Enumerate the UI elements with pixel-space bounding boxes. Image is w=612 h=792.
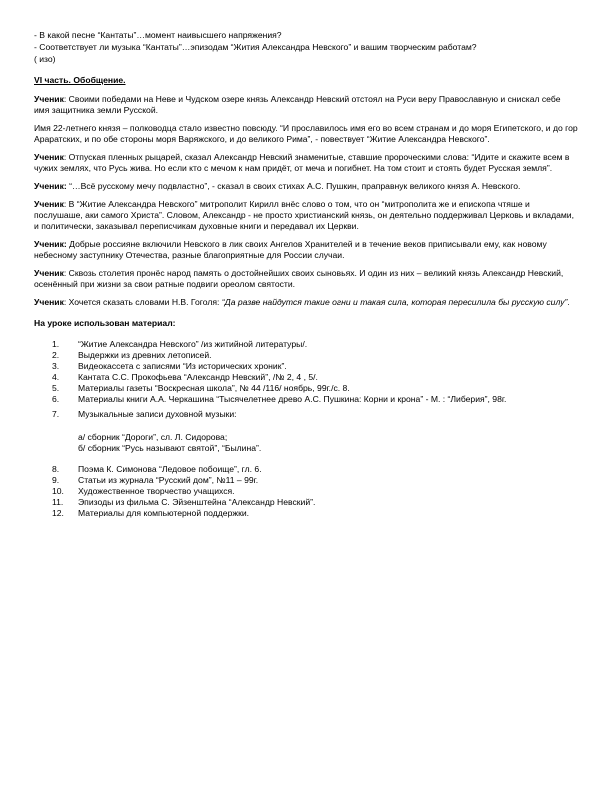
- paragraph-text: Добрые россияне включили Невского в лик своих Ангелов Хранителей и в течение веков приписывали ему, как новому небесному заступнику Отечества, разные благоприятные для России случаи.: [34, 239, 547, 260]
- materials-title: На уроке использован материал:: [34, 318, 176, 328]
- paragraph-end: .: [567, 297, 570, 307]
- sub-item: а/ сборник “Дороги”, сл. Л. Сидорова;: [78, 432, 228, 442]
- list-item: [34, 486, 578, 497]
- speaker-label: Ученик: [34, 199, 64, 209]
- paragraph: [34, 181, 578, 192]
- list-number: 2.: [52, 350, 60, 360]
- list-number: 4.: [52, 372, 60, 382]
- speaker-label: Ученик: [34, 297, 64, 307]
- gogol-quote: “Да разве найдутся такие огни и такая сила, которая пересилила бы русскую силу”: [221, 297, 568, 307]
- paragraph: [34, 123, 578, 145]
- list-item: [34, 464, 578, 475]
- list-number: 12.: [52, 508, 64, 518]
- list-item: [34, 339, 578, 350]
- section-title: VI часть. Обобщение.: [34, 75, 126, 85]
- list-text: Эпизоды из фильма С. Эйзенштейна “Александр Невский”.: [78, 497, 316, 507]
- list-text: Поэма К. Симонова “Ледовое побоище”, гл. 6.: [78, 464, 262, 474]
- list-item: [34, 409, 578, 420]
- list-item: [34, 350, 578, 361]
- list-number: 10.: [52, 486, 64, 496]
- paragraph: [34, 199, 578, 232]
- list-number: 9.: [52, 475, 60, 485]
- materials-list-continued: [34, 464, 578, 519]
- list-number: 7.: [52, 409, 60, 419]
- list-text: Материалы для компьютерной поддержки.: [78, 508, 250, 518]
- list-number: 11.: [52, 497, 64, 507]
- list-item: [34, 394, 578, 405]
- paragraph-text: “…Всё русскому мечу подвластно”, - сказал в своих стихах А.С. Пушкин, праправнук великого князя А. Невского.: [66, 181, 521, 191]
- speaker-label: Ученик: [34, 94, 64, 104]
- list-text: Выдержки из древних летописей.: [78, 350, 212, 360]
- sub-list: [34, 432, 578, 454]
- list-number: 5.: [52, 383, 60, 393]
- paragraph: [34, 239, 578, 261]
- speaker-label: Ученик: [34, 268, 64, 278]
- paragraph-last: [34, 297, 578, 308]
- list-item: [34, 383, 578, 394]
- paragraph: [34, 268, 578, 290]
- sub-item: б/ сборник “Русь называют святой”, “Былина”.: [78, 443, 262, 453]
- materials-list: [34, 339, 578, 420]
- intro-line-1: - В какой песне “Кантаты”…момент наивысшего напряжения?: [34, 30, 282, 40]
- list-number: 3.: [52, 361, 60, 371]
- list-item: [34, 372, 578, 383]
- paragraph-text: : Сквозь столетия пронёс народ память о достойнейших своих сыновьях. И один из них – великий князь Александр Невский, осенённый при жизни за свои ратные подвиги ореолом святости.: [34, 268, 564, 289]
- list-text: Материалы газеты “Воскресная школа”, № 44 /116/ ноябрь, 99г./с. 8.: [78, 383, 350, 393]
- paragraph-text: : Отпуская пленных рыцарей, сказал Александр Невский знаменитые, ставшие пророческими слова: “Идите и скажите всем в чужих землях, что Русь жива. Но если кто с мечом к нам придёт, от меча и погибнет. На том стоит и стоять будет Русская земля”.: [34, 152, 570, 173]
- list-number: 1.: [52, 339, 60, 349]
- list-number: 8.: [52, 464, 60, 474]
- intro-line-2: - Соответствует ли музыка “Кантаты”…эпизодам “Жития Александра Невского” и вашим творческим работам?: [34, 42, 477, 52]
- list-item: [34, 497, 578, 508]
- list-text: Музыкальные записи духовной музыки:: [78, 409, 237, 419]
- list-text: Видеокассета с записями “Из исторических хроник”.: [78, 361, 287, 371]
- speaker-label: Ученик:: [34, 181, 67, 191]
- list-text: Художественное творчество учащихся.: [78, 486, 235, 496]
- list-item: [34, 475, 578, 486]
- paragraph-text: : В “Житие Александра Невского” митрополит Кирилл внёс слово о том, что он “митрополита же и епископа чтяше и послушаше, аки самого Христа”. Словом, Александр - не просто христианский князь, он деятельно поддерживал Церковь и вкладами, и политически, заказывал переписчикам духовные книги и передавал их Церкви.: [34, 199, 574, 231]
- paragraph: [34, 152, 578, 174]
- paragraph-text: : Своими победами на Неве и Чудском озере князь Александр Невский отстоял на Руси веру Православную и снискал себе имя защитника земли Русской.: [34, 94, 561, 115]
- list-text: Кантата С.С. Прокофьева “Александр Невский”, /№ 2, 4 , 5/.: [78, 372, 318, 382]
- speaker-label: Ученик:: [34, 239, 67, 249]
- list-text: “Житие Александра Невского” /из житийной литературы/.: [78, 339, 308, 349]
- list-text: Материалы книги А.А. Черкашина “Тысячелетнее древо А.С. Пушкина: Корни и крона” - М. : “Либерия”, 98г.: [78, 394, 507, 404]
- list-text: Статьи из журнала “Русский дом”, №11 – 99г.: [78, 475, 259, 485]
- paragraph-text: Имя 22-летнего князя – полководца стало известно повсюду. “И прославилось имя его во всем странам и до моря Египетского, и до гор Араратских, и по обе стороны моря Варяжского, и до великого Рима”, - повествует “Житие Александра Невского”.: [34, 123, 578, 144]
- list-item: [34, 508, 578, 519]
- paragraph: [34, 94, 578, 116]
- intro-line-3: ( изо): [34, 54, 56, 64]
- paragraph-text: : Хочется сказать словами Н.В. Гоголя:: [63, 297, 222, 307]
- list-item: [34, 361, 578, 372]
- speaker-label: Ученик: [34, 152, 64, 162]
- list-number: 6.: [52, 394, 60, 404]
